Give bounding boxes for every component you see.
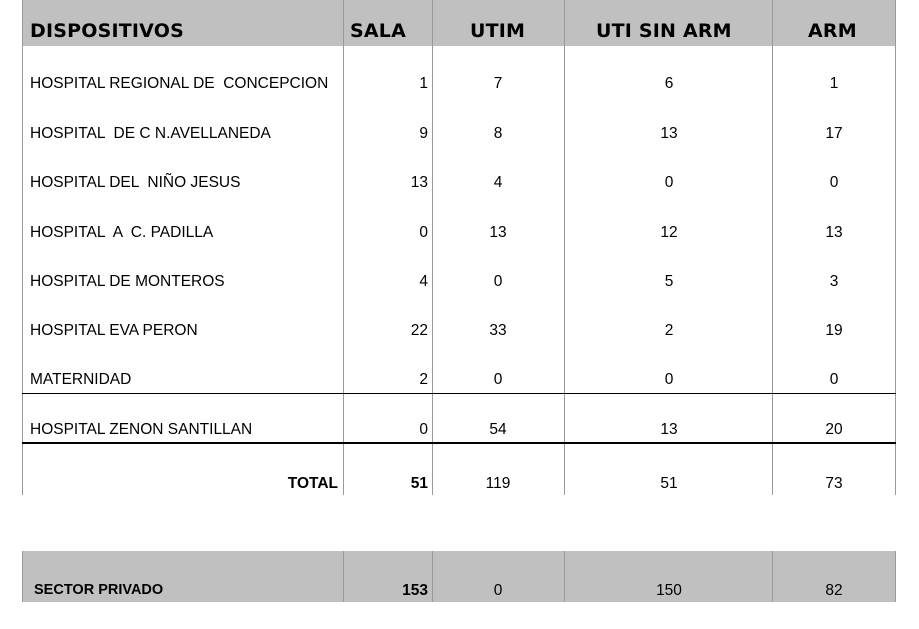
cell-sala: 2 [419, 371, 428, 388]
cell-arm: 20 [825, 421, 843, 438]
total-sala: 51 [410, 475, 428, 492]
cell-uti-sin-arm: 0 [664, 174, 674, 191]
header-uti-sin-arm: UTI SIN ARM [596, 20, 732, 42]
cell-utim: 33 [489, 322, 507, 339]
row-name: HOSPITAL DE MONTEROS [30, 273, 225, 290]
private-sector-label: SECTOR PRIVADO [34, 582, 164, 598]
cell-sala: 4 [419, 273, 428, 290]
grid-line [564, 551, 565, 602]
cell-uti-sin-arm: 2 [664, 322, 674, 339]
row-name: HOSPITAL DEL NIÑO JESUS [30, 174, 241, 191]
header-sala: SALA [350, 20, 407, 42]
cell-uti-sin-arm: 6 [664, 75, 674, 92]
cell-sala: 0 [419, 421, 428, 438]
cell-sala: 9 [419, 125, 428, 142]
grid-line [343, 0, 344, 495]
cell-sala: 0 [419, 224, 428, 241]
cell-sala: 22 [410, 322, 428, 339]
grid-line [22, 0, 23, 495]
row-name: HOSPITAL REGIONAL DE CONCEPCION [30, 75, 329, 92]
cell-sala: 1 [419, 75, 428, 92]
row-divider [22, 393, 896, 394]
grid-line [564, 0, 565, 495]
cell-sala: 13 [410, 174, 428, 191]
cell-utim: 7 [493, 75, 503, 92]
total-arm: 73 [825, 475, 843, 492]
row-name: HOSPITAL EVA PERON [30, 322, 198, 339]
private-arm: 82 [825, 582, 843, 599]
cell-arm: 1 [829, 75, 839, 92]
row-name: MATERNIDAD [30, 371, 132, 388]
grid-line [22, 551, 23, 602]
cell-uti-sin-arm: 5 [664, 273, 674, 290]
header-utim: UTIM [470, 20, 526, 42]
cell-arm: 19 [825, 322, 843, 339]
cell-utim: 4 [493, 174, 503, 191]
cell-arm: 3 [829, 273, 839, 290]
cell-utim: 0 [493, 371, 503, 388]
row-name: HOSPITAL DE C N.AVELLANEDA [30, 125, 271, 142]
cell-utim: 0 [493, 273, 503, 290]
row-divider [22, 442, 896, 444]
header-arm: ARM [808, 20, 857, 42]
cell-arm: 13 [825, 224, 843, 241]
grid-line [432, 551, 433, 602]
cell-uti-sin-arm: 13 [660, 125, 678, 142]
total-label: TOTAL [287, 475, 338, 492]
grid-line [772, 551, 773, 602]
cell-utim: 54 [489, 421, 507, 438]
cell-uti-sin-arm: 12 [660, 224, 678, 241]
cell-uti-sin-arm: 13 [660, 421, 678, 438]
row-name: HOSPITAL A C. PADILLA [30, 224, 214, 241]
grid-line [432, 0, 433, 495]
cell-uti-sin-arm: 0 [664, 371, 674, 388]
grid-line [772, 0, 773, 495]
cell-utim: 8 [493, 125, 503, 142]
header-dispositivos: DISPOSITIVOS [30, 20, 184, 42]
total-uti-sin-arm: 51 [660, 475, 678, 492]
cell-utim: 13 [489, 224, 507, 241]
total-utim: 119 [485, 475, 511, 492]
grid-line [343, 551, 344, 602]
private-utim: 0 [493, 582, 503, 599]
cell-arm: 0 [829, 371, 839, 388]
grid-line [895, 551, 896, 602]
grid-line [895, 0, 896, 495]
cell-arm: 17 [825, 125, 843, 142]
cell-arm: 0 [829, 174, 839, 191]
private-sala: 153 [402, 582, 428, 599]
row-name: HOSPITAL ZENON SANTILLAN [30, 421, 253, 438]
private-uti-sin-arm: 150 [656, 582, 682, 599]
